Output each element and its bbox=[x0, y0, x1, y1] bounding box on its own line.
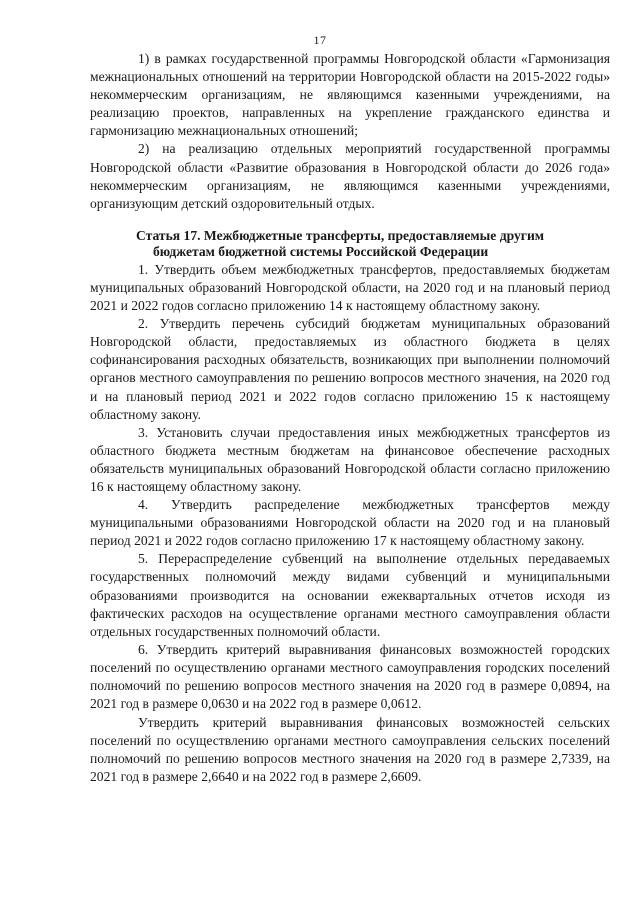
article-item-3: 3. Установить случаи предоставления иных межбюджетных трансфертов из областного бюджета местным бюджетам на финансовое обеспечение расходных обязательств муниципальных образований Новгородской области согласно приложению 16 к настоящему областному закону. bbox=[90, 424, 610, 494]
article-17-heading bbox=[90, 228, 610, 261]
paragraph-program-harmonization: 1) в рамках государственной программы Новгородской области «Гармонизация межнациональных отношений на территории Новгородской области на 2015-2022 годы» некоммерческим организациям, не являющимся казенными учреждениями, на реализацию проектов, направленных на укрепление гражданского единства и гармонизацию межнациональных отношений; bbox=[90, 51, 610, 139]
paragraph-program-education: 2) на реализацию отдельных мероприятий государственной программы Новгородской области «Развитие образования в Новгородской области до 2026 года» некоммерческим организациям, не являющимся казенными учреждениями, организующим детский оздоровительный отдых. bbox=[90, 141, 610, 211]
article-item-5: 5. Перераспределение субвенций на выполнение отдельных передаваемых государственных полномочий между видами субвенций и муниципальными образованиями производится на основании ежеквартальных отчетов исходя из фактических расходов на осуществление органами местного самоуправления области отдельных государственных полномочий области. bbox=[90, 551, 610, 639]
article-title-line-1: Статья 17. Межбюджетные трансферты, предоставляемые другим bbox=[136, 227, 545, 243]
article-item-6: 6. Утвердить критерий выравнивания финансовых возможностей городских поселений по осуществлению органами местного самоуправления городских поселений полномочий по решению вопросов местного значения на 2020 год в размере 0,0894, на 2021 год в размере 0,0630 и на 2022 год в размере 0,0612. bbox=[90, 641, 610, 712]
article-item-4: 4. Утвердить распределение межбюджетных трансфертов между муниципальными образованиями Новгородской области на 2020 год и на плановый период 2021 и 2022 годов согласно приложению 17 к настоящему областному закону. bbox=[90, 497, 610, 549]
article-title-line-2: бюджетам бюджетной системы Российской Федерации bbox=[153, 244, 489, 260]
article-item-6-rural: Утвердить критерий выравнивания финансовых возможностей сельских поселений по осуществлению органами местного самоуправления сельских поселений полномочий по решению вопросов местного значения на 2020 год в размере 2,7339, на 2021 год в размере 2,6640 и на 2022 год в размере 2,6609. bbox=[90, 715, 610, 785]
article-item-1: 1. Утвердить объем межбюджетных трансфертов, предоставляемых бюджетам муниципальных образований Новгородской области, на 2020 год и на плановый период 2021 и 2022 годов согласно приложению 14 к настоящему областному закону. bbox=[90, 261, 610, 314]
article-item-2: 2. Утвердить перечень субсидий бюджетам муниципальных образований Новгородской области, предоставляемых из областного бюджета в целях софинансирования расходных обязательств, возникающих при выполнении полномочий органов местного самоуправления по решению вопросов местного значения, на 2020 год и на плановый период 2021 и 2022 годов согласно приложению 15 к настоящему областному закону. bbox=[90, 316, 610, 422]
document-body bbox=[90, 50, 610, 787]
page-number: 17 bbox=[313, 33, 327, 47]
